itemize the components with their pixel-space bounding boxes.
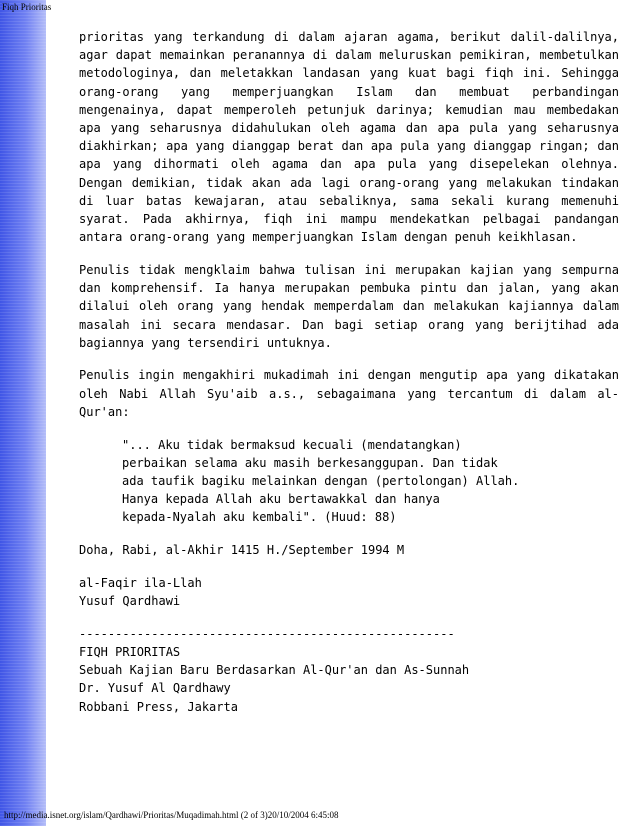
quote-line: perbaikan selama aku masih berkesanggupan. Dan tidak: [122, 455, 498, 470]
dateline-text: Doha, Rabi, al-Akhir 1415 H./September 1994 M: [79, 543, 405, 558]
page-header-title: Fiqh Prioritas: [2, 2, 52, 12]
document-body: [79, 28, 619, 730]
book-info: [79, 625, 619, 716]
signature-line: al-Faqir ila-Llah: [79, 575, 202, 590]
book-publisher: Robbani Press, Jakarta: [79, 699, 238, 714]
separator-line: ----------------------------------------------------: [79, 626, 455, 641]
footer-url: http://media.isnet.org/islam/Qardhawi/Prioritas/Muqadimah.html (2 of 3)20/10/2004 6:45:08: [4, 810, 339, 820]
book-author: Dr. Yusuf Al Qardhawy: [79, 681, 231, 696]
sidebar-background: [0, 0, 46, 826]
book-title: FIQH PRIORITAS: [79, 644, 181, 659]
signature-name: Yusuf Qardhawi: [79, 593, 181, 608]
signature: [79, 574, 619, 610]
quote-line: ada taufik bagiku melainkan dengan (pertolongan) Allah.: [122, 473, 520, 488]
paragraph-2: Penulis tidak mengklaim bahwa tulisan ini merupakan kajian yang sempurna dan komprehensif. Ia hanya merupakan pembuka pintu dan jalan, yang akan dilalui oleh orang yang hendak memperdalam dan melakukan kajiannya dalam masalah ini secara mendasar. Dan bagi setiap orang yang berijtihad ada bagiannya yang tersendiri untuknya.: [79, 262, 619, 350]
quote-line: "... Aku tidak bermaksud kecuali (mendatangkan): [122, 437, 462, 452]
dateline: [79, 541, 619, 559]
paragraph-3: Penulis ingin mengakhiri mukadimah ini dengan mengutip apa yang dikatakan oleh Nabi Allah Syu'aib a.s., sebagaimana yang tercantum di dalam al-Qur'an:: [79, 368, 619, 419]
quote-line: kepada-Nyalah aku kembali". (Huud: 88): [122, 510, 397, 525]
paragraph-1: prioritas yang terkandung di dalam ajaran agama, berikut dalil-dalilnya, agar dapat memainkan peranannya di dalam meluruskan pemikiran, membetulkan metodologinya, dan meletakkan landasan yang kuat bagi fiqh ini. Sehingga orang-orang yang memperjuangkan Islam dan membuat perbandingan mengenainya, dapat memperoleh petunjuk darinya; kemudian mau membedakan apa yang seharusnya didahulukan oleh agama dan apa pula yang seharusnya diakhirkan; apa yang dianggap berat dan apa pula yang dianggap ringan; dan apa yang dihormati oleh agama dan apa pula yang disepelekan olehnya. Dengan demikian, tidak akan ada lagi orang-orang yang melakukan tindakan di luar batas kewajaran, atau sebaliknya, sama sekali kurang memenuhi syarat. Pada akhirnya, fiqh ini mampu mendekatkan pelbagai pandangan antara orang-orang yang memperjuangkan Islam dengan penuh keikhlasan.: [79, 30, 619, 245]
book-subtitle: Sebuah Kajian Baru Berdasarkan Al-Qur'an dan As-Sunnah: [79, 663, 470, 678]
quran-quote: [122, 436, 619, 527]
quote-line: Hanya kepada Allah aku bertawakkal dan hanya: [122, 492, 440, 507]
